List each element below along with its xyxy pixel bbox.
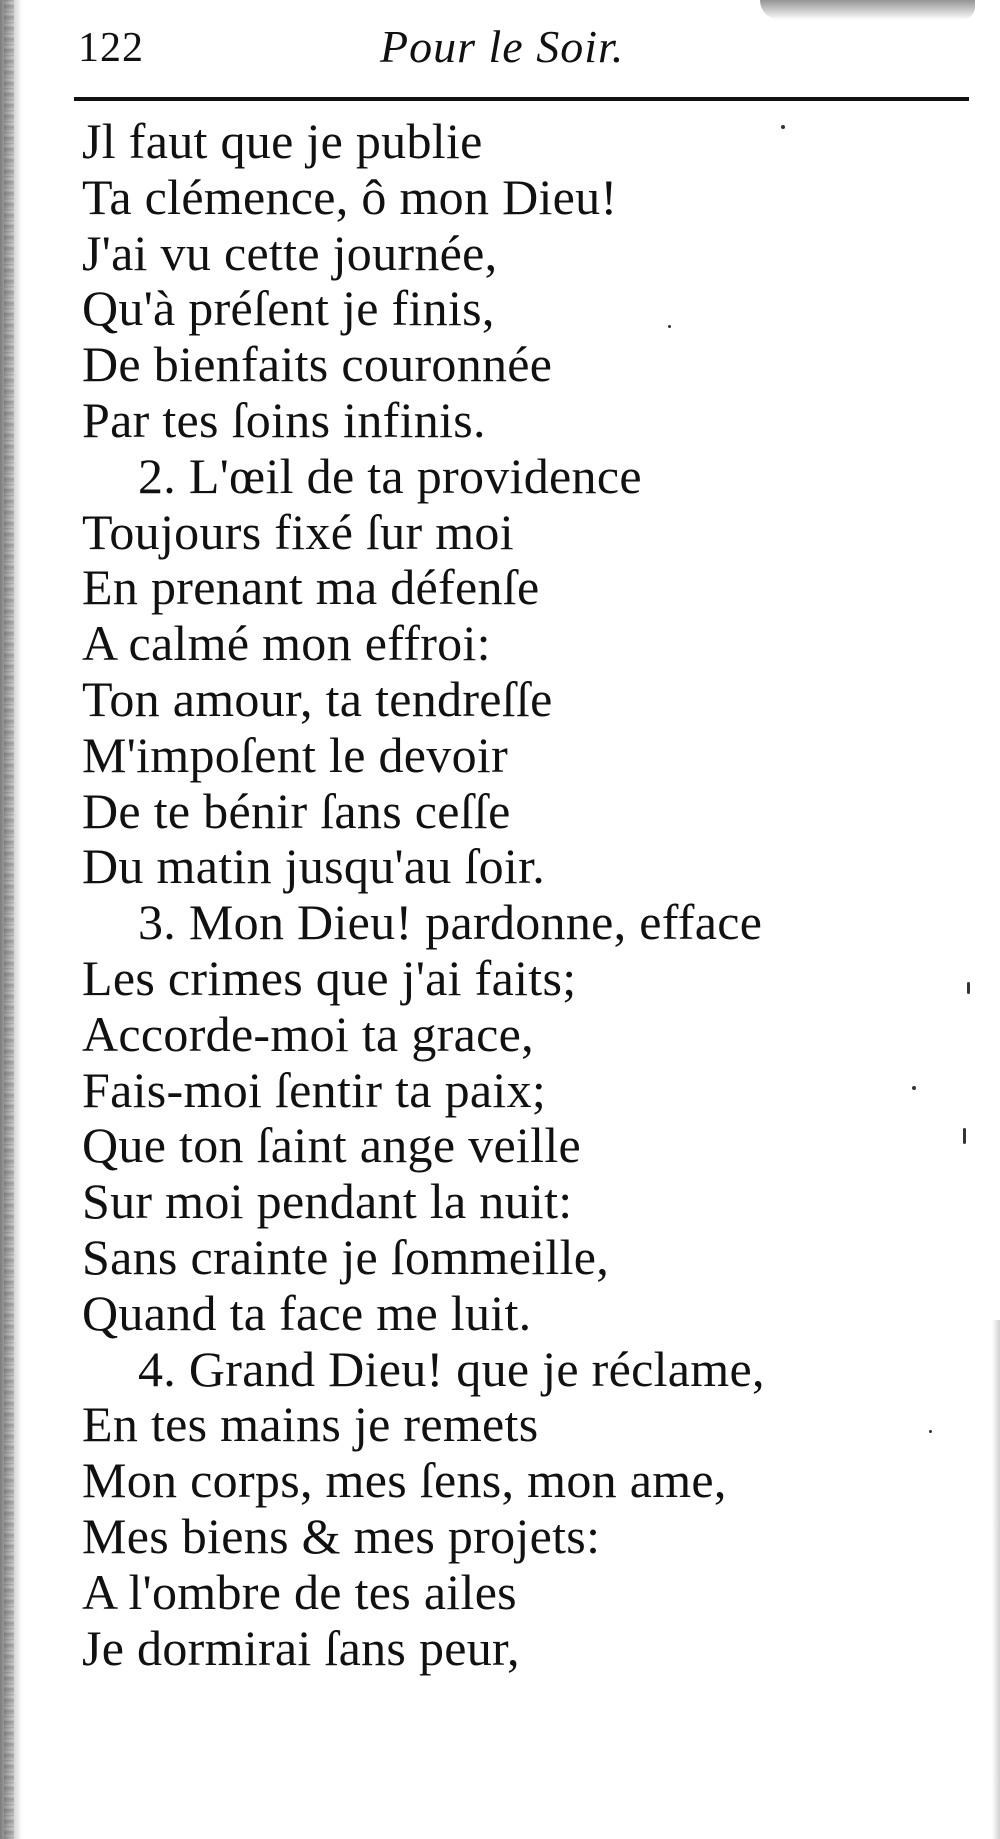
- page-header: [0, 0, 1000, 110]
- verse-line: Mon corps, mes ſens, mon ame,: [82, 1452, 727, 1509]
- verse-line: Par tes ſoins infinis.: [82, 391, 486, 448]
- verse-line: Qu'à préſent je finis,: [82, 280, 495, 337]
- verse-line: Mes biens & mes projets:: [82, 1507, 601, 1564]
- running-title: Pour le Soir.: [380, 21, 625, 72]
- verse-line: A l'ombre de tes ailes: [82, 1563, 517, 1620]
- verse-line: J'ai vu cette journée,: [82, 224, 498, 281]
- verse-line: Je dormirai ſans peur,: [82, 1619, 520, 1676]
- verse-line: Que ton ſaint ange veille: [82, 1117, 582, 1174]
- verse-line: Ta clémence, ô mon Dieu!: [82, 168, 618, 225]
- verse-line: Sur moi pendant la nuit:: [82, 1173, 573, 1230]
- verse-line: 3. Mon Dieu! pardonne, efface: [138, 894, 763, 951]
- ink-speck: [929, 1430, 932, 1433]
- ink-speck: [912, 1086, 916, 1090]
- verse-line: De bienfaits couronnée: [82, 336, 553, 393]
- verse-line: Les crimes que j'ai faits;: [82, 949, 577, 1006]
- verse-line: Quand ta face me luit.: [82, 1284, 532, 1341]
- ink-speck: [781, 125, 785, 129]
- header-rule: [74, 97, 969, 101]
- verse-line: A calmé mon effroi:: [82, 615, 491, 672]
- verse-line: En prenant ma défenſe: [82, 559, 540, 616]
- hymn-text: [82, 114, 982, 1676]
- verse-line: En tes mains je remets: [82, 1396, 539, 1453]
- verse-line: Fais-moi ſentir ta paix;: [82, 1061, 547, 1118]
- verse-line: Ton amour, ta tendreſſe: [82, 670, 553, 727]
- scan-edge-right: [992, 1320, 1000, 1839]
- ink-speck: [963, 1128, 966, 1144]
- verse-line: M'impoſent le devoir: [82, 726, 509, 783]
- verse-line: Accorde-moi ta grace,: [82, 1005, 534, 1062]
- verse-line: Jl faut que je publie: [82, 113, 483, 169]
- verse-line: Du matin jusqu'au ſoir.: [82, 838, 546, 895]
- verse-line: 2. L'œil de ta providence: [138, 447, 642, 504]
- scan-edge-grain: [4, 0, 14, 1839]
- verse-line: Sans crainte je ſommeille,: [82, 1228, 610, 1285]
- ink-speck: [967, 982, 970, 994]
- verse-line: 4. Grand Dieu! que je réclame,: [138, 1340, 765, 1397]
- verse-line: Toujours fixé ſur moi: [82, 503, 514, 560]
- ink-speck: [668, 325, 671, 328]
- verse-line: De te bénir ſans ceſſe: [82, 782, 511, 839]
- page-number: 122: [78, 25, 144, 71]
